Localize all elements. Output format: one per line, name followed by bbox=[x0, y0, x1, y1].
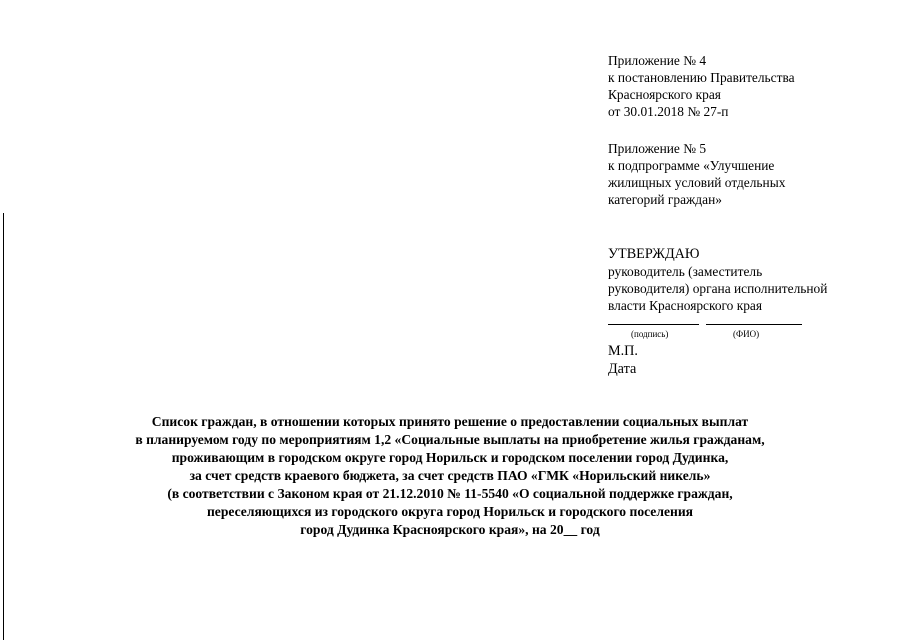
appendix-4-line: к постановлению Правительства bbox=[608, 70, 795, 85]
stamp-label: М.П. bbox=[608, 343, 638, 359]
scan-edge-line bbox=[3, 213, 4, 640]
appendix-5-line: категорий граждан» bbox=[608, 192, 722, 207]
appendix-4-line: от 30.01.2018 № 27-п bbox=[608, 104, 729, 119]
appendix-4-block bbox=[608, 52, 795, 120]
signature-line bbox=[608, 324, 699, 325]
heading-line: проживающим в городском округе город Норильск и городском поселении город Дудинка, bbox=[171, 450, 729, 465]
appendix-5-line: Приложение № 5 bbox=[608, 141, 707, 156]
heading-line: (в соответствии с Законом края от 21.12.2010 № 11-5540 «О социальной поддержке граждан, bbox=[167, 486, 733, 501]
signature-caption: (подпись) bbox=[631, 329, 669, 339]
heading-line: Список граждан, в отношении которых принято решение о предоставлении социальных выплат bbox=[151, 414, 749, 429]
name-line bbox=[706, 324, 802, 325]
heading-line: за счет средств краевого бюджета, за счет средств ПАО «ГМК «Норильский никель» bbox=[189, 468, 711, 483]
appendix-5-line: жилищных условий отдельных bbox=[608, 175, 786, 190]
heading-line: город Дудинка Красноярского края», на 20__ год bbox=[300, 522, 600, 537]
heading-line: переселяющихся из городского округа город Норильск и городского поселения bbox=[206, 504, 694, 519]
approval-title: УТВЕРЖДАЮ bbox=[608, 246, 700, 262]
approval-line: руководитель (заместитель bbox=[608, 264, 763, 279]
appendix-5-line: к подпрограмме «Улучшение bbox=[608, 158, 775, 173]
appendix-4-line: Приложение № 4 bbox=[608, 53, 707, 68]
date-label: Дата bbox=[608, 361, 637, 377]
stamp-date-block bbox=[608, 342, 638, 378]
name-caption: (ФИО) bbox=[733, 329, 760, 339]
approval-line: власти Красноярского края bbox=[608, 298, 763, 313]
approval-line: руководителя) органа исполнительной bbox=[608, 281, 828, 296]
document-heading bbox=[60, 413, 840, 539]
approval-block bbox=[608, 246, 827, 314]
appendix-4-line: Красноярского края bbox=[608, 87, 721, 102]
heading-line: в планируемом году по мероприятиям 1,2 «Социальные выплаты на приобретение жилья гражданам, bbox=[135, 432, 765, 447]
appendix-5-block bbox=[608, 140, 785, 208]
